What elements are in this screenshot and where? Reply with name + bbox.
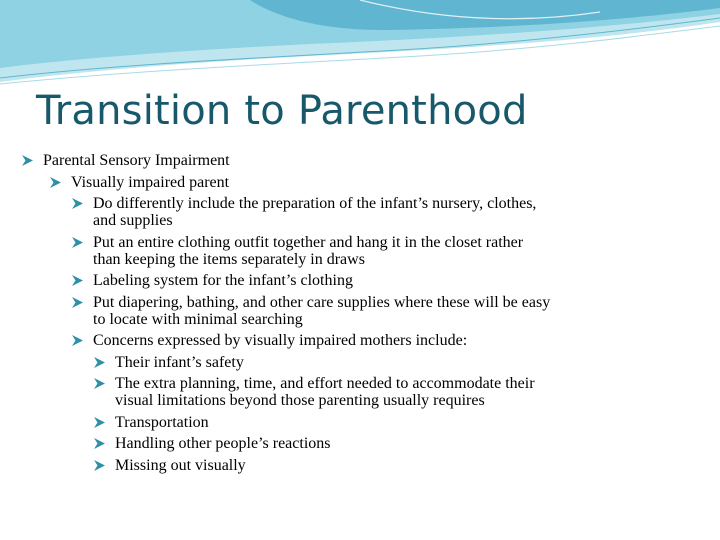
arrowhead-bullet-icon: [72, 335, 83, 346]
bullet-text-line: Concerns expressed by visually impaired mothers include:: [93, 332, 468, 349]
bullet-text-line: Missing out visually: [115, 456, 246, 474]
bullet-text-line: to locate with minimal searching: [93, 310, 303, 328]
slide-title: Transition to Parenthood: [36, 88, 528, 134]
bullet-text-line: Put an entire clothing outfit together and hang it in the closet rather: [93, 233, 524, 251]
arrowhead-bullet-icon: [94, 417, 105, 428]
arrowhead-bullet-icon: [94, 357, 105, 368]
bullet-item: [72, 234, 720, 268]
arrowhead-bullet-icon: [72, 275, 83, 286]
bullet-text-line: Transportation: [115, 413, 209, 431]
bullet-item: [22, 152, 720, 169]
arrowhead-bullet-icon: [94, 378, 105, 389]
bullet-text-line: Parental Sensory Impairment: [43, 152, 230, 169]
bullet-text-line: The extra planning, time, and effort needed to accommodate their: [115, 375, 535, 392]
bullet-item: [94, 435, 720, 452]
arrowhead-bullet-icon: [72, 237, 83, 248]
arrowhead-bullet-icon: [50, 177, 61, 188]
bullet-text-line: Visually impaired parent: [71, 173, 230, 191]
bullet-item: [94, 375, 720, 409]
bullet-item: [72, 332, 720, 349]
bullet-text-line: Do differently include the preparation of the infant’s nursery, clothes,: [93, 195, 537, 212]
bullet-item: [72, 294, 720, 328]
bullet-item: [94, 414, 720, 431]
arrowhead-bullet-icon: [72, 198, 83, 209]
bullet-text-line: Labeling system for the infant’s clothing: [93, 272, 353, 289]
bullet-text-line: and supplies: [93, 212, 173, 229]
bullet-item: [72, 272, 720, 289]
bullet-text-line: Handling other people’s reactions: [115, 435, 331, 452]
arrowhead-bullet-icon: [94, 438, 105, 449]
bullet-item: [94, 457, 720, 474]
arrowhead-bullet-icon: [22, 155, 33, 166]
arrowhead-bullet-icon: [94, 460, 105, 471]
bullet-item: [94, 354, 720, 371]
bullet-item: [50, 174, 720, 191]
bullet-item: [72, 195, 720, 229]
bullet-text-line: visual limitations beyond those parenting usually requires: [115, 392, 485, 409]
bullet-text-line: Their infant’s safety: [115, 353, 244, 371]
bullet-text-line: Put diapering, bathing, and other care supplies where these will be easy: [93, 293, 551, 311]
arrowhead-bullet-icon: [72, 297, 83, 308]
bullet-text-line: than keeping the items separately in draws: [93, 250, 365, 268]
header-wave-decoration: [0, 0, 720, 90]
